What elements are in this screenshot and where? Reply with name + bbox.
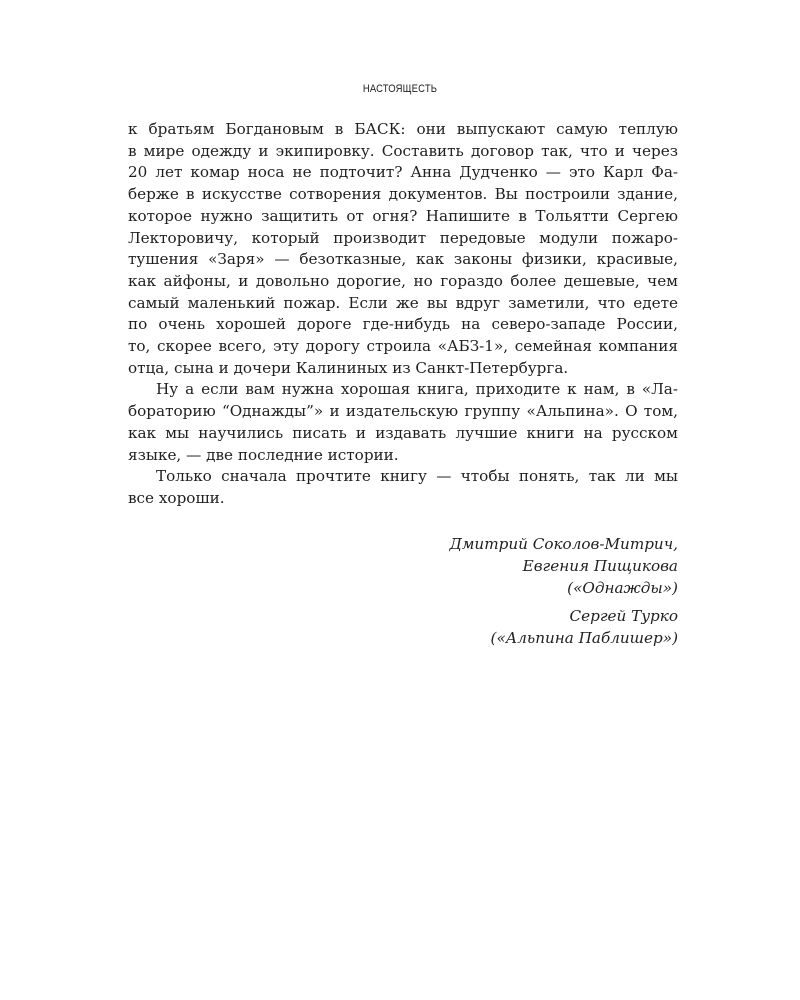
text-line: как мы научились писать и издавать лучшие книги на русском xyxy=(128,423,678,442)
text-line: языке, — две последние истории. xyxy=(128,445,399,464)
signature-author-1: Дмитрий Соколов-Митрич, xyxy=(449,535,678,553)
text-line: все хороши. xyxy=(128,488,225,507)
text-line: по очень хорошей дороге где-нибудь на северо-западе России, xyxy=(128,315,678,334)
signature-block xyxy=(278,533,678,649)
text-line-indented: Только сначала прочтите книгу — чтобы понять, так ли мы xyxy=(156,467,678,486)
text-line: тушения «Заря» — безотказные, как законы физики, красивые, xyxy=(128,250,678,269)
text-line: берже в искусстве сотворения документов. Вы построили здание, xyxy=(128,185,678,204)
paragraph-1 xyxy=(128,119,678,379)
text-line: бораторию “Однажды”» и издательскую группу «Альпина». О том, xyxy=(128,402,678,421)
signature-organization-2: («Альпина Паблишер») xyxy=(490,629,678,647)
text-line: как айфоны, и довольно дорогие, но гораздо более дешевые, чем xyxy=(128,271,678,290)
paragraph-3 xyxy=(128,466,678,509)
text-line: самый маленький пожар. Если же вы вдруг заметили, что едете xyxy=(128,293,678,312)
body-text xyxy=(128,119,678,510)
text-line-indented: Ну а если вам нужна хорошая книга, приходите к нам, в «Ла- xyxy=(156,380,678,399)
text-line: в мире одежду и экипировку. Составить договор так, что и через xyxy=(128,141,678,160)
signature-group-alpina xyxy=(278,605,678,649)
paragraph-2 xyxy=(128,379,678,466)
signature-author-2: Евгения Пищикова xyxy=(522,557,678,575)
text-line: к братьям Богдановым в БАСК: они выпускают самую теплую xyxy=(128,120,678,138)
running-head: НАСТОЯЩЕСТЬ xyxy=(362,83,438,95)
signature-organization-1: («Однажды») xyxy=(567,579,678,597)
text-line: отца, сына и дочери Калининых из Санкт-Петербурга. xyxy=(128,358,569,377)
text-line: то, скорее всего, эту дорогу строила «АБЗ-1», семейная компания xyxy=(128,337,678,356)
signature-author-3: Сергей Турко xyxy=(569,607,678,625)
text-line: 20 лет комар носа не подточит? Анна Дудченко — это Карл Фа- xyxy=(128,163,678,182)
text-line: Лекторовичу, который производит передовые модули пожаро- xyxy=(128,228,678,247)
text-line: которое нужно защитить от огня? Напишите в Тольятти Сергею xyxy=(128,206,678,225)
signature-group-odnazhdy xyxy=(278,533,678,599)
